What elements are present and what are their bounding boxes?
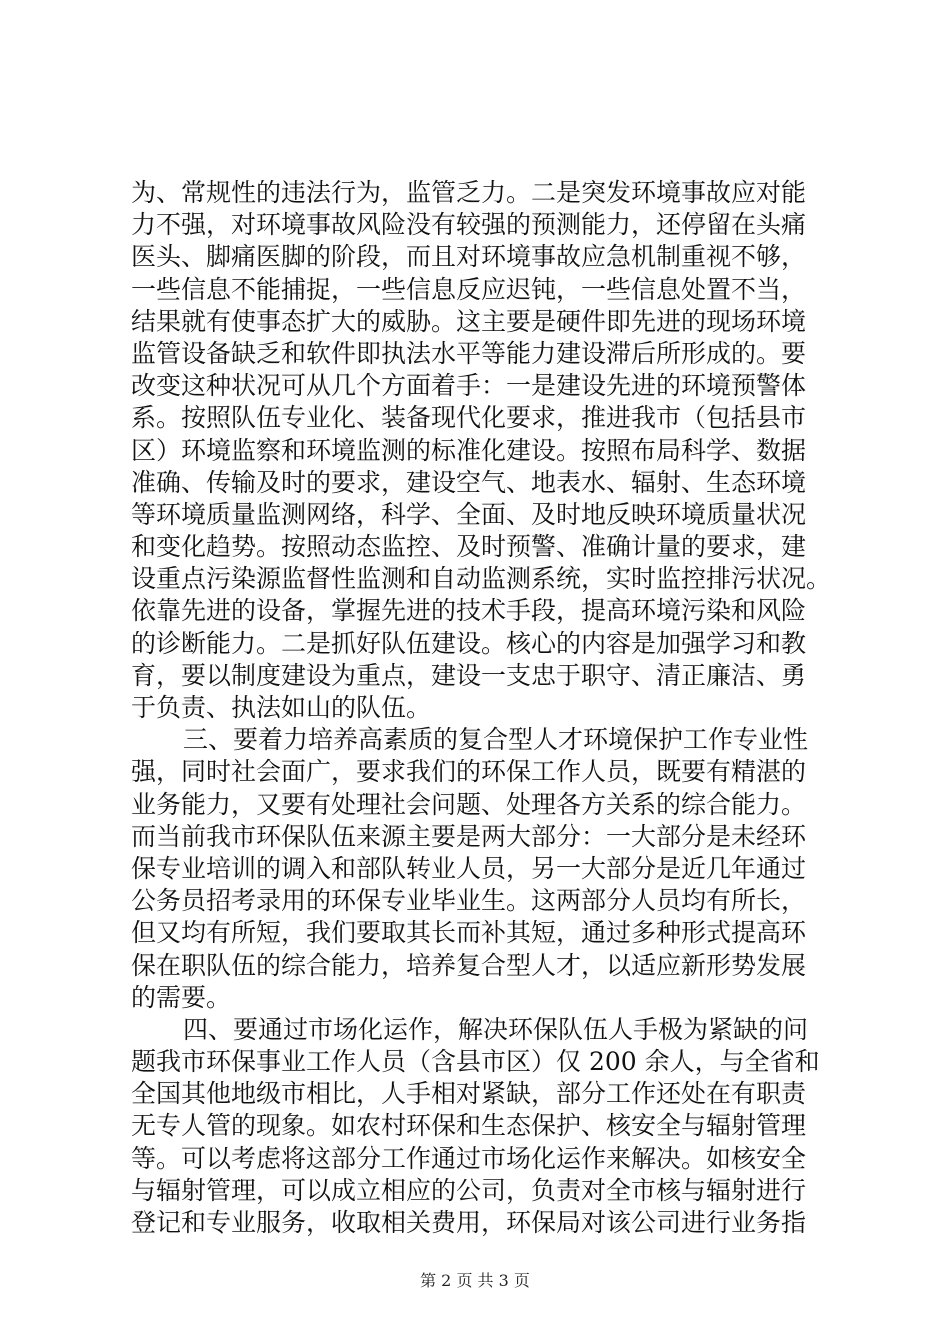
text-line: 公务员招考录用的环保专业毕业生。这两部分人员均有所长， bbox=[131, 886, 807, 916]
text-line: 区）环境监察和环境监测的标准化建设。按照布局科学、数据 bbox=[131, 435, 807, 465]
text-line: 与辐射管理，可以成立相应的公司，负责对全市核与辐射进行 bbox=[131, 1175, 807, 1205]
text-line: 的需要。 bbox=[131, 982, 232, 1012]
text-line: 的诊断能力。二是抓好队伍建设。核心的内容是加强学习和教 bbox=[131, 628, 807, 658]
text-line: 业务能力，又要有处理社会问题、处理各方关系的综合能力。 bbox=[131, 789, 807, 819]
text-line: 等。可以考虑将这部分工作通过市场化运作来解决。如核安全 bbox=[131, 1143, 807, 1173]
text-line: 医头、脚痛医脚的阶段，而且对环境事故应急机制重视不够， bbox=[131, 242, 807, 272]
text-line: 保在职队伍的综合能力，培养复合型人才，以适应新形势发展 bbox=[131, 950, 807, 980]
text-line: 监管设备缺乏和软件即执法水平等能力建设滞后所形成的。要 bbox=[131, 338, 807, 368]
text-line: 无专人管的现象。如农村环保和生态保护、核安全与辐射管理 bbox=[131, 1111, 807, 1141]
text-line: 强，同时社会面广，要求我们的环保工作人员，既要有精湛的 bbox=[131, 757, 807, 787]
text-line: 保专业培训的调入和部队转业人员，另一大部分是近几年通过 bbox=[131, 853, 807, 883]
text-line: 系。按照队伍专业化、装备现代化要求，推进我市（包括县市 bbox=[131, 403, 807, 433]
text-line: 力不强，对环境事故风险没有较强的预测能力，还停留在头痛 bbox=[131, 210, 807, 240]
text-line: 为、常规性的违法行为，监管乏力。二是突发环境事故应对能 bbox=[131, 178, 807, 207]
page-footer: 第 2 页 共 3 页 bbox=[420, 1271, 530, 1290]
text-line: 一些信息不能捕捉，一些信息反应迟钝，一些信息处置不当， bbox=[131, 274, 807, 304]
text-line: 等环境质量监测网络，科学、全面、及时地反映环境质量状况 bbox=[131, 499, 807, 529]
text-line: 四、要通过市场化运作，解决环保队伍人手极为紧缺的问 bbox=[183, 1014, 809, 1044]
body-text bbox=[131, 177, 831, 1239]
text-line: 依靠先进的设备，掌握先进的技术手段，提高环境污染和风险 bbox=[131, 596, 807, 626]
text-line: 三、要着力培养高素质的复合型人才环境保护工作专业性 bbox=[183, 725, 809, 755]
text-line: 结果就有使事态扩大的威胁。这主要是硬件即先进的现场环境 bbox=[131, 306, 807, 336]
text-line: 题我市环保事业工作人员（含县市区）仅 200 余人，与全省和 bbox=[131, 1047, 820, 1077]
text-line: 和变化趋势。按照动态监控、及时预警、准确计量的要求，建 bbox=[131, 532, 807, 562]
text-line: 设重点污染源监督性监测和自动监测系统，实时监控排污状况。 bbox=[131, 564, 832, 594]
text-line: 改变这种状况可从几个方面着手：一是建设先进的环境预警体 bbox=[131, 371, 807, 401]
text-line: 育，要以制度建设为重点，建设一支忠于职守、清正廉洁、勇 bbox=[131, 660, 807, 690]
text-line: 准确、传输及时的要求，建设空气、地表水、辐射、生态环境 bbox=[131, 467, 807, 497]
text-line: 于负责、执法如山的队伍。 bbox=[131, 693, 432, 722]
text-line: 而当前我市环保队伍来源主要是两大部分：一大部分是未经环 bbox=[131, 821, 807, 851]
text-line: 登记和专业服务，收取相关费用，环保局对该公司进行业务指 bbox=[131, 1208, 807, 1237]
text-line: 但又均有所短，我们要取其长而补其短，通过多种形式提高环 bbox=[131, 918, 807, 948]
text-line: 全国其他地级市相比，人手相对紧缺，部分工作还处在有职责 bbox=[131, 1079, 807, 1109]
